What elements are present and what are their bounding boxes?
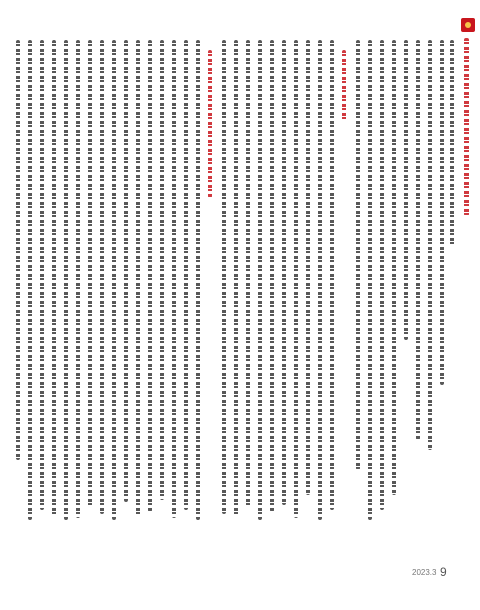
page-number: 9 bbox=[440, 565, 447, 579]
magazine-logo bbox=[461, 18, 475, 32]
issue-label: 2023.3 bbox=[412, 568, 437, 577]
logo-dot-icon bbox=[465, 22, 471, 28]
